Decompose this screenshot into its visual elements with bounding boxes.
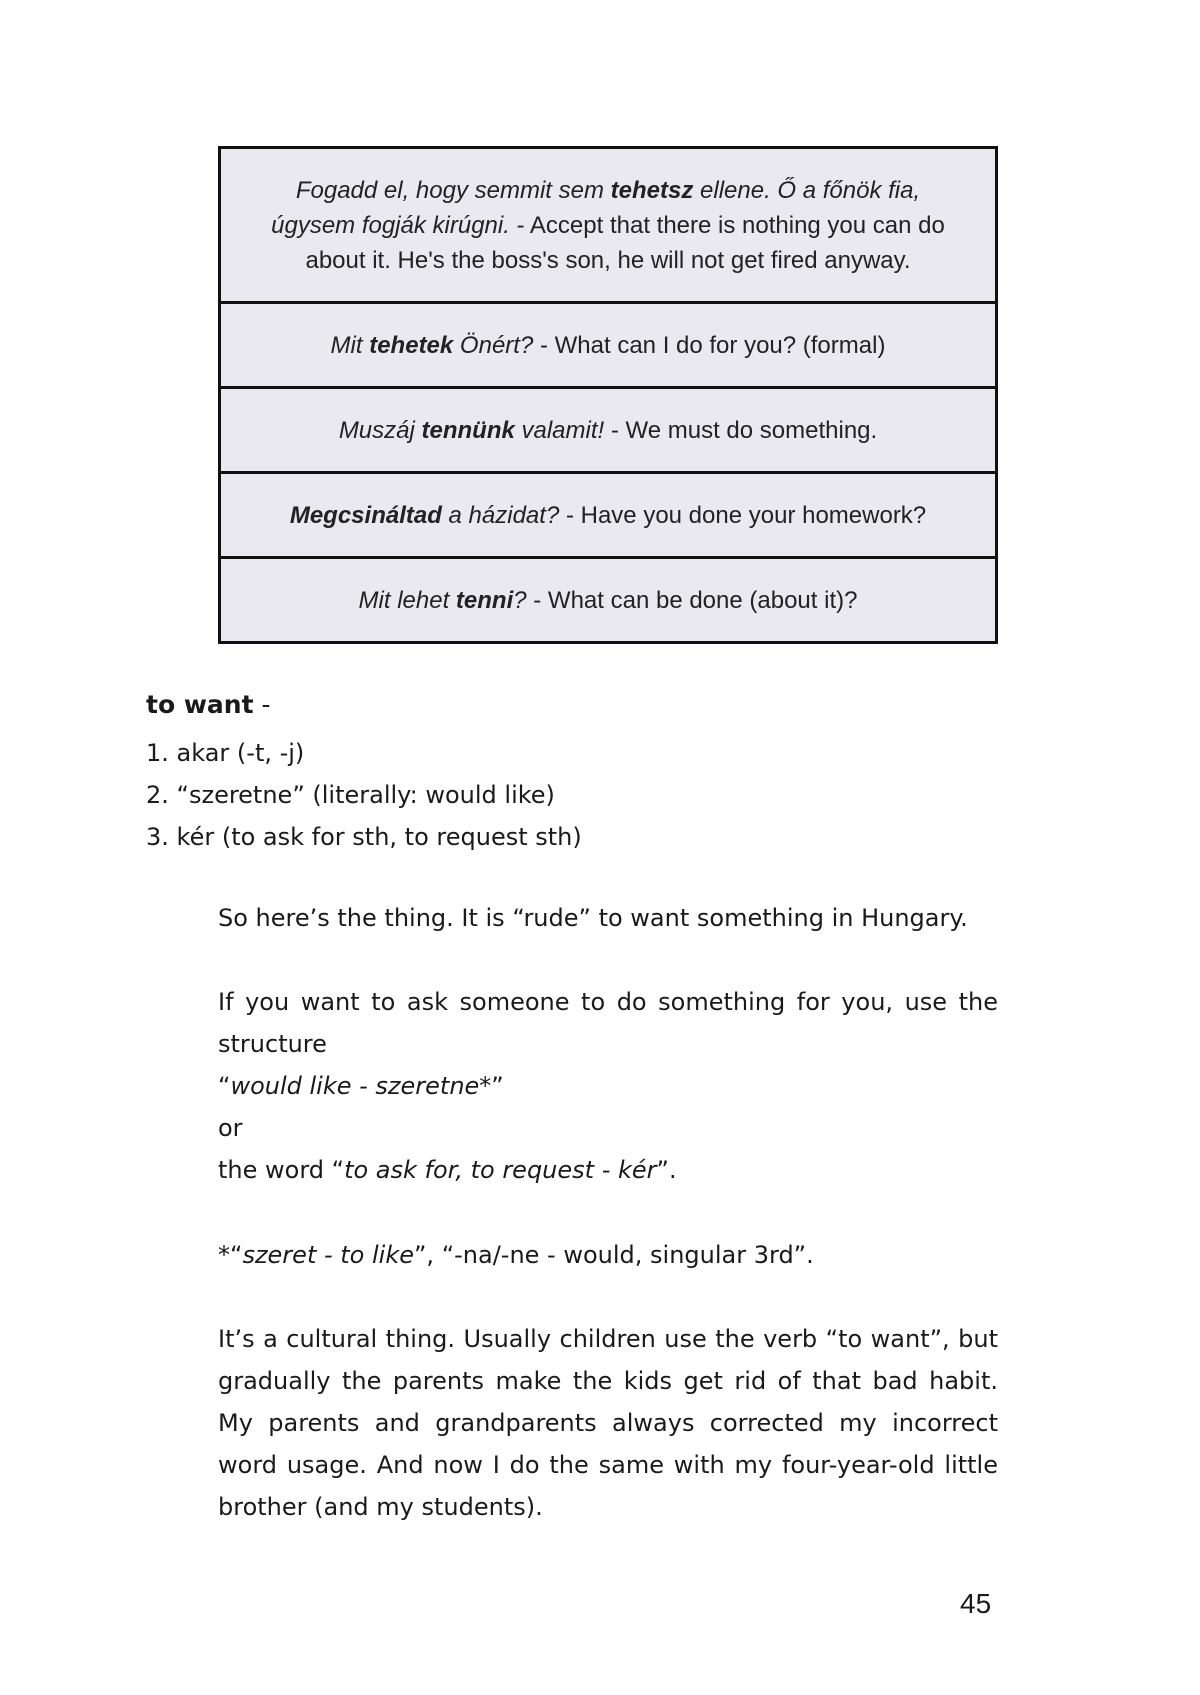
text-line: structure: [218, 1030, 327, 1058]
english-translation: - We must do something.: [604, 416, 878, 444]
hungarian-text: Muszáj tennünk valamit!: [338, 416, 605, 444]
hungarian-text: Mit lehet tenni?: [358, 586, 527, 614]
section-heading-term: to want: [146, 690, 254, 719]
text-line: or: [218, 1114, 243, 1142]
section-heading: to want -: [146, 690, 271, 719]
example-row: [221, 389, 995, 474]
english-translation: - Have you done your homework?: [559, 501, 927, 529]
text-line: the word “to ask for, to request - kér”.: [218, 1156, 677, 1184]
english-translation: - What can be done (about it)?: [526, 586, 858, 614]
hungarian-text: Megcsináltad a házidat?: [289, 501, 560, 529]
examples-table: [218, 146, 998, 644]
example-row: [221, 149, 995, 304]
text-line: “would like - szeretne*”: [218, 1072, 504, 1100]
definition-list: [146, 732, 582, 858]
example-row: [221, 474, 995, 559]
page-number: 45: [960, 1588, 992, 1619]
list-item: 3. kér (to ask for sth, to request sth): [146, 823, 582, 851]
list-item: 1. akar (-t, -j): [146, 739, 305, 767]
example-row: [221, 304, 995, 389]
hungarian-text: Mit tehetek Önért?: [330, 331, 534, 359]
text-line: If you want to ask someone to do something for you, use the: [218, 988, 998, 1016]
paragraph: It’s a cultural thing. Usually children use the verb “to want”, but gradually the parents make the kids get rid of that bad habit. My parents and grandparents always corrected my incorrect word usage. And now I do the same with my four-year-old little brother (and my students).: [218, 1325, 998, 1521]
footnote: *“szeret - to like”, “-na/-ne - would, singular 3rd”.: [218, 1241, 814, 1269]
english-translation: - What can I do for you? (formal): [533, 331, 886, 359]
list-item: 2. “szeretne” (literally: would like): [146, 781, 555, 809]
example-row: [221, 559, 995, 641]
hungarian-text: Fogadd el, hogy semmit sem tehetsz ellene. Ő a főnök fia, úgysem fogják kirúgni.: [271, 176, 921, 239]
paragraph: [218, 981, 998, 1191]
english-translation: - Accept that there is nothing you can do about it. He's the boss's son, he will not get fired anyway.: [305, 211, 945, 274]
paragraph: So here’s the thing. It is “rude” to want something in Hungary.: [218, 904, 968, 932]
